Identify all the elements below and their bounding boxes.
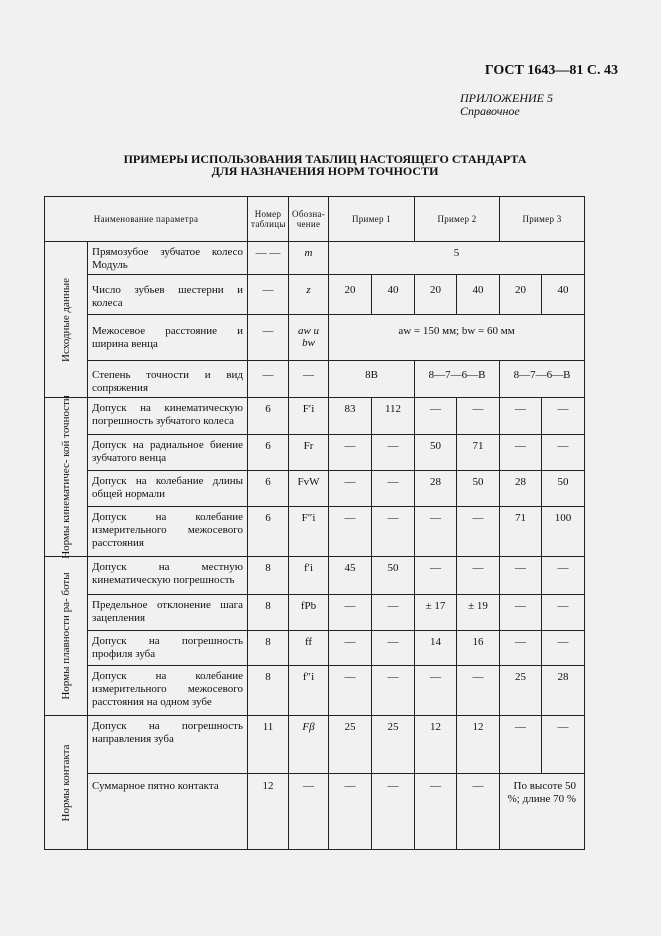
value-cell: 25 <box>500 666 542 716</box>
table-row <box>45 631 585 666</box>
value-cell: — <box>372 507 415 557</box>
value-cell: — <box>457 557 500 595</box>
value-cell: 16 <box>457 631 500 666</box>
value-cell: 8—7—6—В <box>415 361 500 398</box>
value-cell: — <box>500 595 542 631</box>
table-row <box>45 666 585 716</box>
merged-value: aw = 150 мм; bw = 60 мм <box>329 315 585 361</box>
symbol: f′i <box>289 557 329 595</box>
value-cell: — <box>457 774 500 850</box>
param-name: Степень точности и вид сопряжения <box>88 361 248 398</box>
table-row <box>45 595 585 631</box>
value-cell: — <box>542 631 585 666</box>
value-cell: — <box>372 435 415 471</box>
table-row <box>45 471 585 507</box>
param-name: Межосевое расстояние и ширина венца <box>88 315 248 361</box>
table-number: 6 <box>248 507 289 557</box>
param-name: Прямозубое зубчатое колесо Модуль <box>88 242 248 275</box>
value-cell: — <box>500 435 542 471</box>
value-cell: — <box>457 507 500 557</box>
value-cell: — <box>415 557 457 595</box>
value-cell: 50 <box>372 557 415 595</box>
value-cell: 12 <box>457 716 500 774</box>
symbol: ff <box>289 631 329 666</box>
table-number: — <box>248 275 289 315</box>
param-name: Допуск на колебание длины общей нормали <box>88 471 248 507</box>
value-cell: 40 <box>372 275 415 315</box>
col-header-param: Наименование параметра <box>45 197 248 242</box>
table-number: — — <box>248 242 289 275</box>
value-cell: 40 <box>457 275 500 315</box>
table-number: 8 <box>248 631 289 666</box>
table-number: 8 <box>248 595 289 631</box>
value-cell: — <box>415 774 457 850</box>
title-line-1: ПРИМЕРЫ ИСПОЛЬЗОВАНИЯ ТАБЛИЦ НАСТОЯЩЕГО СТАНДАРТА <box>123 152 527 166</box>
value-cell: ± 19 <box>457 595 500 631</box>
value-cell: — <box>500 398 542 435</box>
value-cell: — <box>372 471 415 507</box>
value-cell: — <box>415 507 457 557</box>
value-cell: — <box>457 666 500 716</box>
value-cell: 28 <box>542 666 585 716</box>
value-cell: — <box>372 774 415 850</box>
value-cell: — <box>542 557 585 595</box>
value-cell: 45 <box>329 557 372 595</box>
appendix-label <box>460 92 586 118</box>
value-cell: 20 <box>415 275 457 315</box>
symbol: z <box>289 275 329 315</box>
value-cell: 50 <box>415 435 457 471</box>
value-cell: 71 <box>500 507 542 557</box>
table-row <box>45 716 585 774</box>
value-cell: — <box>329 435 372 471</box>
table-number: 12 <box>248 774 289 850</box>
table-number: 6 <box>248 398 289 435</box>
contact-note: По высоте 50 %; длине 70 % <box>500 774 585 850</box>
table-row <box>45 361 585 398</box>
symbol: m <box>289 242 329 275</box>
value-cell: 28 <box>415 471 457 507</box>
group-label-smoothness: Нормы плавности ра- боты <box>45 557 88 716</box>
col-header-example-3: Пример 3 <box>500 197 585 242</box>
merged-value: 5 <box>329 242 585 275</box>
value-cell: — <box>542 716 585 774</box>
symbol: FvW <box>289 471 329 507</box>
table-row <box>45 398 585 435</box>
symbol: — <box>289 361 329 398</box>
value-cell: 25 <box>329 716 372 774</box>
param-name: Допуск на колебание измерительного межосевого расстояния на одном зубе <box>88 666 248 716</box>
appendix-number: ПРИЛОЖЕНИЕ 5 <box>460 91 553 105</box>
value-cell: 112 <box>372 398 415 435</box>
document-title <box>90 153 560 177</box>
param-name: Допуск на погрешность направления зуба <box>88 716 248 774</box>
value-cell: 20 <box>500 275 542 315</box>
value-cell: — <box>372 631 415 666</box>
table-number: — <box>248 361 289 398</box>
symbol: Fr <box>289 435 329 471</box>
value-cell: 8В <box>329 361 415 398</box>
value-cell: 50 <box>457 471 500 507</box>
value-cell: — <box>500 557 542 595</box>
value-cell: 83 <box>329 398 372 435</box>
value-cell: — <box>542 435 585 471</box>
param-name: Допуск на местную кинематическую погрешность <box>88 557 248 595</box>
group-label-initial-data: Исходные данные <box>45 242 88 398</box>
value-cell: — <box>500 716 542 774</box>
value-cell: 14 <box>415 631 457 666</box>
table-row <box>45 275 585 315</box>
param-name: Допуск на радиальное биение зубчатого венца <box>88 435 248 471</box>
value-cell: — <box>329 595 372 631</box>
symbol: Fβ <box>289 716 329 774</box>
table-number: 8 <box>248 666 289 716</box>
appendix-kind: Справочное <box>460 104 520 118</box>
value-cell: — <box>415 666 457 716</box>
value-cell: 20 <box>329 275 372 315</box>
value-cell: — <box>329 471 372 507</box>
symbol: F″i <box>289 507 329 557</box>
value-cell: 8—7—6—В <box>500 361 585 398</box>
param-name: Предельное отклонение шага зацепления <box>88 595 248 631</box>
group-label-kinematic-accuracy: Нормы кинематичес- кой точности <box>45 398 88 557</box>
value-cell: 71 <box>457 435 500 471</box>
table-number: 6 <box>248 471 289 507</box>
document-header: ГОСТ 1643—81 С. 43 <box>484 63 618 78</box>
title-line-2: ДЛЯ НАЗНАЧЕНИЯ НОРМ ТОЧНОСТИ <box>211 164 439 178</box>
param-name: Число зубьев шестерни и колеса <box>88 275 248 315</box>
value-cell: — <box>542 398 585 435</box>
value-cell: ± 17 <box>415 595 457 631</box>
col-header-example-2: Пример 2 <box>415 197 500 242</box>
value-cell: 25 <box>372 716 415 774</box>
value-cell: 50 <box>542 471 585 507</box>
value-cell: — <box>372 666 415 716</box>
value-cell: — <box>457 398 500 435</box>
group-label-contact: Нормы контакта <box>45 716 88 850</box>
col-header-symbol: Обозна- чение <box>289 197 329 242</box>
value-cell: — <box>542 595 585 631</box>
symbol: — <box>289 774 329 850</box>
value-cell: — <box>329 666 372 716</box>
symbol: f″i <box>289 666 329 716</box>
param-name: Допуск на погрешность профиля зуба <box>88 631 248 666</box>
value-cell: 28 <box>500 471 542 507</box>
table-row <box>45 435 585 471</box>
value-cell: — <box>329 631 372 666</box>
header-row <box>45 197 585 242</box>
symbol: fPb <box>289 595 329 631</box>
value-cell: 40 <box>542 275 585 315</box>
symbol: F′i <box>289 398 329 435</box>
symbol: aw и bw <box>289 315 329 361</box>
value-cell: 100 <box>542 507 585 557</box>
value-cell: — <box>329 507 372 557</box>
table-number: 11 <box>248 716 289 774</box>
table-row <box>45 507 585 557</box>
value-cell: — <box>329 774 372 850</box>
examples-table <box>44 196 585 850</box>
table-row <box>45 557 585 595</box>
col-header-table-no: Номер таблицы <box>248 197 289 242</box>
table-number: 6 <box>248 435 289 471</box>
col-header-example-1: Пример 1 <box>329 197 415 242</box>
value-cell: — <box>372 595 415 631</box>
param-name: Допуск на колебание измерительного межосевого расстояния <box>88 507 248 557</box>
table-row <box>45 774 585 850</box>
value-cell: — <box>415 398 457 435</box>
param-name: Допуск на кинематическую погрешность зубчатого колеса <box>88 398 248 435</box>
param-name: Суммарное пятно контакта <box>88 774 248 850</box>
table-row <box>45 315 585 361</box>
table-number: 8 <box>248 557 289 595</box>
value-cell: 12 <box>415 716 457 774</box>
table-number: — <box>248 315 289 361</box>
table-row <box>45 242 585 275</box>
value-cell: — <box>500 631 542 666</box>
